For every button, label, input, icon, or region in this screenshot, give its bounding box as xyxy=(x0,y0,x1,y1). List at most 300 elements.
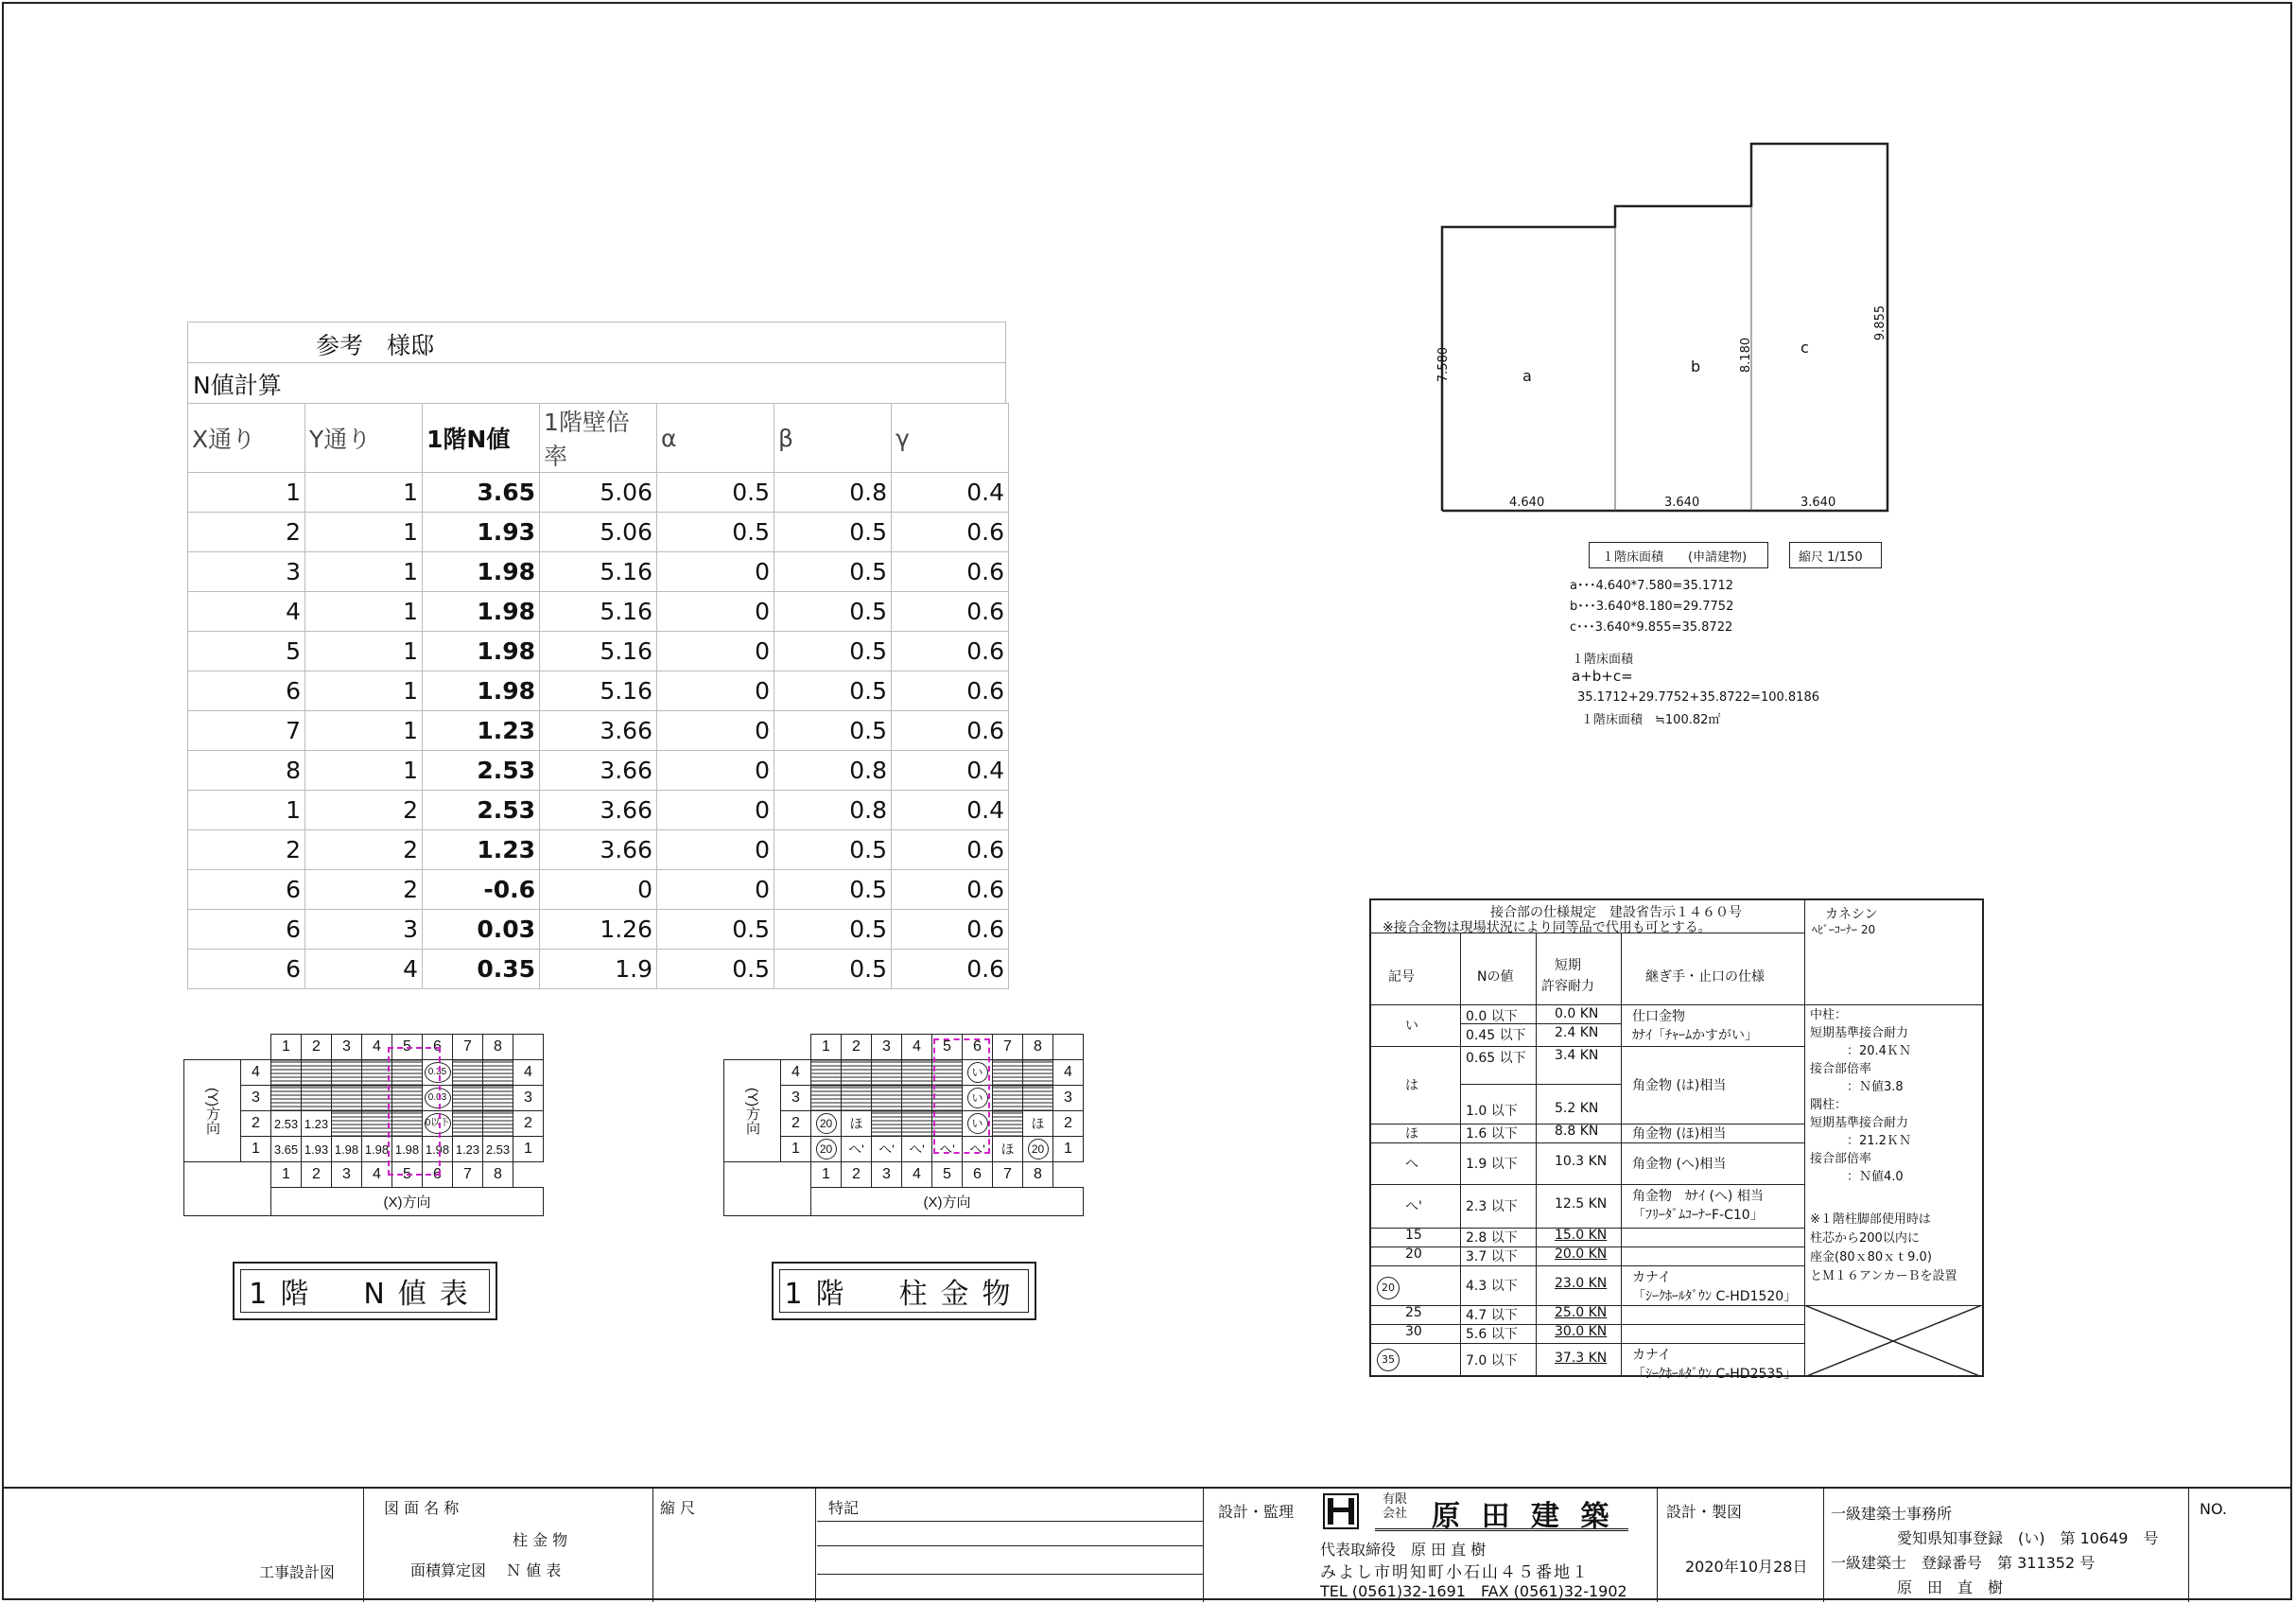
calc-row xyxy=(188,513,1009,552)
calc-cell: 0 xyxy=(657,552,774,592)
plan-dim-a-width: 4.640 xyxy=(1509,496,1545,510)
calc-cell: 0.35 xyxy=(423,950,540,989)
calc-cell: 3.66 xyxy=(540,751,657,791)
calc-row xyxy=(188,711,1009,751)
jt-empty-cross xyxy=(1804,1305,1982,1377)
jt-code: 15 xyxy=(1405,1228,1422,1243)
grid-corner xyxy=(1053,1162,1084,1188)
hardware-cell xyxy=(872,1137,902,1162)
jt-n-value: 1.0 以下 xyxy=(1466,1104,1518,1119)
n-value-cell: 2.53 xyxy=(483,1137,513,1162)
jt-title: 接合部の仕様規定 建設省告示１４６０号 xyxy=(1490,905,1742,920)
jt-maker-product: ﾍﾋﾞｰｺｰﾅｰ 20 xyxy=(1812,923,1876,936)
plan-area-title: １階床面積 xyxy=(1572,653,1634,667)
x-label: 7 xyxy=(993,1035,1023,1060)
calc-cell: 2 xyxy=(188,830,305,870)
calc-cell: 0.5 xyxy=(774,950,892,989)
plan-dim-c-height: 9.855 xyxy=(1873,305,1888,341)
grid-cell xyxy=(993,1086,1023,1111)
jt-side-note: ※１階柱脚部使用時は xyxy=(1810,1212,1931,1227)
calc-cell: 0.5 xyxy=(657,473,774,513)
jt-n-value: 4.7 以下 xyxy=(1466,1308,1518,1323)
n-value-cell: 1.93 xyxy=(302,1137,332,1162)
grid-cell xyxy=(271,1060,302,1086)
calc-cell: 0.6 xyxy=(892,671,1009,711)
n-value-cell: 1.98 xyxy=(392,1137,423,1162)
calc-header-cell: α xyxy=(657,404,774,473)
tb-notes-line xyxy=(817,1545,1203,1546)
plan-area-result: １階床面積 ≒100.82㎡ xyxy=(1581,713,1721,727)
tb-architect-name: 原 田 直 樹 xyxy=(1897,1578,2004,1596)
tb-divider xyxy=(1203,1489,1204,1602)
tb-tel: TEL (0561)32-1691 FAX (0561)32-1902 xyxy=(1320,1582,1627,1600)
jt-spec: 「ｼｰｸﾎｰﾙﾀﾞｳﾝ C-HD2535」 xyxy=(1632,1367,1798,1382)
calc-cell: 0.8 xyxy=(774,473,892,513)
hardware-grid-highlight xyxy=(933,1038,990,1154)
x-label: 6 xyxy=(423,1035,453,1060)
calc-row xyxy=(188,870,1009,910)
y-label: 1 xyxy=(241,1137,271,1162)
grid-corner xyxy=(781,1035,811,1060)
tb-notes-label: 特記 xyxy=(828,1499,860,1517)
calc-subtitle: N値計算 xyxy=(193,372,282,399)
jt-n-value: 1.6 以下 xyxy=(1466,1126,1518,1142)
grid-corner xyxy=(1053,1035,1084,1060)
x-label: 5 xyxy=(932,1035,963,1060)
tb-divider xyxy=(2188,1489,2189,1602)
tb-divider xyxy=(1657,1489,1658,1602)
x-label: 2 xyxy=(842,1162,872,1188)
calc-cell: 0.6 xyxy=(892,592,1009,632)
tb-company-underline xyxy=(1375,1528,1628,1531)
hardware-cell xyxy=(842,1111,872,1137)
jt-side-note: 中柱： xyxy=(1810,1008,1848,1022)
n-value-calc-table xyxy=(187,403,1009,989)
jt-n-value: 7.0 以下 xyxy=(1466,1353,1518,1369)
calc-cell: 1.26 xyxy=(540,910,657,950)
jt-capacity: 8.8 KN xyxy=(1555,1124,1599,1139)
x-label: 3 xyxy=(872,1162,902,1188)
jt-capacity: 12.5 KN xyxy=(1555,1196,1608,1212)
jt-sub-line xyxy=(1460,1023,1621,1024)
plan-dim-c-width: 3.640 xyxy=(1800,496,1836,510)
jt-side-note: とＭ１６アンカーＢを設置 xyxy=(1810,1269,1957,1283)
jt-side-note: 短期基準接合耐力 xyxy=(1810,1026,1909,1040)
tb-no-label: NO. xyxy=(2200,1500,2227,1518)
jt-capacity: 2.4 KN xyxy=(1555,1025,1599,1040)
jt-code: 20 xyxy=(1405,1247,1422,1262)
n-value-cell: 1.98 xyxy=(362,1137,392,1162)
calc-cell: 1 xyxy=(305,552,423,592)
calc-cell: 0.6 xyxy=(892,830,1009,870)
jt-spec: カナイ xyxy=(1632,1348,1672,1363)
x-label: 5 xyxy=(392,1035,423,1060)
calc-cell: 0.8 xyxy=(774,791,892,830)
calc-cell: 6 xyxy=(188,671,305,711)
jt-side-note: 短期基準接合耐力 xyxy=(1810,1116,1909,1130)
tb-scale-label: 縮 尺 xyxy=(660,1499,696,1517)
y-label: 3 xyxy=(1053,1086,1084,1111)
calc-cell: 5 xyxy=(188,632,305,671)
calc-row xyxy=(188,552,1009,592)
calc-cell: 0.03 xyxy=(423,910,540,950)
calc-cell: 2.53 xyxy=(423,791,540,830)
plan-area-sum: 35.1712+29.7752+35.8722=100.8186 xyxy=(1577,690,1819,705)
jt-code: ほ xyxy=(1405,1126,1418,1142)
calc-cell: 1 xyxy=(305,513,423,552)
grid-cell xyxy=(872,1060,902,1086)
grid-cell xyxy=(453,1111,483,1137)
calc-cell: 1 xyxy=(305,592,423,632)
jt-n-value: 2.3 以下 xyxy=(1466,1199,1518,1214)
calc-cell: 2 xyxy=(305,791,423,830)
tb-drawing-name-label: 図 面 名 称 xyxy=(384,1499,460,1517)
calc-header-cell: 1階壁倍率 xyxy=(540,404,657,473)
y-label: 4 xyxy=(513,1060,544,1086)
calc-cell: 0 xyxy=(657,791,774,830)
calc-cell: 2 xyxy=(305,830,423,870)
grid-cell xyxy=(483,1111,513,1137)
calc-cell: 3 xyxy=(305,910,423,950)
jt-capacity: 0.0 KN xyxy=(1555,1006,1599,1021)
title-block xyxy=(2,1487,2292,1602)
calc-cell: 0.6 xyxy=(892,513,1009,552)
grid-cell xyxy=(811,1060,842,1086)
y-direction-label: (Y)方向 xyxy=(724,1060,781,1162)
calc-cell: 0.6 xyxy=(892,552,1009,592)
x-label: 2 xyxy=(302,1035,332,1060)
tb-architect: 一級建築士 登録番号 第 311352 号 xyxy=(1831,1554,2096,1572)
y-label: 1 xyxy=(1053,1137,1084,1162)
jt-row-line xyxy=(1371,1265,1804,1266)
calc-title-divider xyxy=(187,362,1006,363)
jt-spec: 仕口金物 xyxy=(1632,1009,1685,1024)
hardware-grid-label-box xyxy=(772,1262,1036,1320)
tb-divider xyxy=(815,1489,816,1602)
jt-capacity: 30.0 KN xyxy=(1555,1324,1608,1339)
grid-cell xyxy=(842,1086,872,1111)
jt-row-line xyxy=(1371,1184,1804,1185)
calc-row xyxy=(188,910,1009,950)
tb-office-reg: 愛知県知事登録 (い) 第 10649 号 xyxy=(1897,1529,2159,1547)
hardware-grid-label: 1階 柱金物 xyxy=(784,1278,1024,1311)
y-label: 4 xyxy=(241,1060,271,1086)
n-grid-highlight xyxy=(388,1047,441,1176)
tb-drawing-name1: 柱 金 物 xyxy=(513,1531,568,1549)
calc-cell: 5.16 xyxy=(540,592,657,632)
hardware-mark: い xyxy=(967,1088,988,1108)
calc-row xyxy=(188,751,1009,791)
jt-side-note: 座金(80ｘ80ｘｔ9.0) xyxy=(1810,1250,1932,1264)
calc-cell: 1 xyxy=(305,632,423,671)
calc-row xyxy=(188,671,1009,711)
calc-cell: 0.5 xyxy=(774,671,892,711)
hardware-cell xyxy=(811,1111,842,1137)
jt-spec: 角金物 ｶﾅｲ (へ) 相当 xyxy=(1632,1189,1764,1204)
hardware-mark: 20 xyxy=(816,1113,837,1134)
calc-cell: 0.5 xyxy=(657,950,774,989)
calc-cell: 0 xyxy=(657,592,774,632)
x-label: 1 xyxy=(271,1162,302,1188)
calc-row xyxy=(188,473,1009,513)
calc-cell: 0.5 xyxy=(657,513,774,552)
y-direction-label: (Y)方向 xyxy=(184,1060,241,1162)
calc-cell: 0.5 xyxy=(774,632,892,671)
calc-cell: 0.5 xyxy=(774,592,892,632)
calc-cell: 0 xyxy=(657,830,774,870)
jt-n-value: 0.45 以下 xyxy=(1466,1028,1526,1043)
calc-cell: 6 xyxy=(188,910,305,950)
jt-code: は xyxy=(1405,1078,1418,1093)
grid-cell xyxy=(302,1086,332,1111)
x-label: 8 xyxy=(1023,1162,1053,1188)
n-value-cell: 2.53 xyxy=(271,1111,302,1137)
calc-row xyxy=(188,830,1009,870)
jt-capacity: 37.3 KN xyxy=(1555,1351,1608,1366)
grid-cell xyxy=(332,1111,362,1137)
jt-code: 25 xyxy=(1405,1305,1422,1320)
jt-capacity: 23.0 KN xyxy=(1555,1276,1608,1291)
x-label: 6 xyxy=(963,1162,993,1188)
plan-label-c: c xyxy=(1800,339,1809,357)
tb-date: 2020年10月28日 xyxy=(1685,1558,1808,1576)
x-label: 1 xyxy=(811,1162,842,1188)
x-label: 8 xyxy=(483,1162,513,1188)
calc-cell: 0.5 xyxy=(774,830,892,870)
grid-corner xyxy=(513,1162,544,1188)
jt-row-line xyxy=(1371,1046,1804,1047)
grid-corner xyxy=(513,1035,544,1060)
grid-cell xyxy=(902,1111,932,1137)
x-label: 1 xyxy=(811,1035,842,1060)
grid-cell xyxy=(1023,1086,1053,1111)
calc-cell: 0.5 xyxy=(774,910,892,950)
calc-cell: 0.5 xyxy=(774,711,892,751)
jt-n-value: 3.7 以下 xyxy=(1466,1249,1518,1264)
calc-cell: 7 xyxy=(188,711,305,751)
calc-cell: 0.6 xyxy=(892,870,1009,910)
jt-n-value: 4.3 以下 xyxy=(1466,1279,1518,1294)
grid-cell xyxy=(302,1060,332,1086)
hardware-mark: へ' xyxy=(969,1142,985,1157)
calc-cell: 1 xyxy=(188,791,305,830)
x-direction-label: (X)方向 xyxy=(271,1188,544,1216)
y-label: 2 xyxy=(241,1111,271,1137)
x-label: 7 xyxy=(993,1162,1023,1188)
jt-n-value: 5.6 以下 xyxy=(1466,1327,1518,1342)
plan-label-a: a xyxy=(1522,367,1532,385)
x-label: 6 xyxy=(423,1162,453,1188)
calc-cell: 0.6 xyxy=(892,632,1009,671)
jt-side-note: ：Ｎ値3.8 xyxy=(1810,1080,1904,1094)
jt-n-value: 1.9 以下 xyxy=(1466,1157,1518,1172)
hardware-cell xyxy=(1023,1111,1053,1137)
tb-design-label: 設計・監理 xyxy=(1218,1503,1295,1521)
n-value-mark: 0.03 xyxy=(425,1088,451,1108)
calc-cell: 5.16 xyxy=(540,632,657,671)
x-label: 4 xyxy=(902,1035,932,1060)
jt-spec: 角金物 (は)相当 xyxy=(1632,1078,1727,1093)
plan-label-b: b xyxy=(1691,357,1701,375)
x-label: 8 xyxy=(483,1035,513,1060)
hardware-mark: へ' xyxy=(878,1142,895,1157)
jt-col-line xyxy=(1536,933,1537,1377)
hardware-cell xyxy=(1023,1137,1053,1162)
jt-code: 30 xyxy=(1405,1324,1422,1339)
grid-cell xyxy=(872,1111,902,1137)
x-label: 4 xyxy=(362,1035,392,1060)
plan-calc-c: c･･･3.640*9.855=35.8722 xyxy=(1570,620,1733,635)
tb-rep: 代表取締役 原 田 直 樹 xyxy=(1320,1541,1487,1559)
x-label: 6 xyxy=(963,1035,993,1060)
jt-sub-line xyxy=(1460,1084,1621,1085)
grid-cell xyxy=(872,1086,902,1111)
calc-row xyxy=(188,632,1009,671)
plan-dim-b-height: 8.180 xyxy=(1739,337,1754,374)
hardware-cell xyxy=(993,1137,1023,1162)
jt-side-note: 接合部倍率 xyxy=(1810,1152,1872,1166)
calc-cell: 3.66 xyxy=(540,711,657,751)
jt-code xyxy=(1377,1277,1400,1299)
jt-col-spec: 継ぎ手・止口の仕様 xyxy=(1645,969,1765,985)
calc-cell: 0.6 xyxy=(892,910,1009,950)
jt-col-n: Nの値 xyxy=(1477,969,1514,985)
calc-cell: 0.5 xyxy=(774,552,892,592)
y-label: 3 xyxy=(513,1086,544,1111)
calc-cell: 3 xyxy=(188,552,305,592)
x-label: 8 xyxy=(1023,1035,1053,1060)
calc-cell: 1 xyxy=(305,473,423,513)
hardware-cell xyxy=(811,1137,842,1162)
jt-row-line xyxy=(1804,1305,1982,1306)
calc-cell: 0 xyxy=(657,870,774,910)
plan-dim-b-width: 3.640 xyxy=(1664,496,1700,510)
calc-row xyxy=(188,791,1009,830)
joint-spec-table xyxy=(1369,898,1984,1382)
calc-title: 参考 様邸 xyxy=(316,332,435,359)
calc-cell: 4 xyxy=(188,592,305,632)
jt-capacity: 5.2 KN xyxy=(1555,1101,1599,1116)
jt-capacity: 20.0 KN xyxy=(1555,1247,1608,1262)
y-label: 1 xyxy=(781,1137,811,1162)
jt-code: い xyxy=(1405,1019,1418,1034)
tb-drafting-label: 設計・製図 xyxy=(1666,1503,1743,1521)
calc-cell: 1.98 xyxy=(423,632,540,671)
tb-notes-line xyxy=(817,1521,1203,1522)
x-label: 3 xyxy=(332,1162,362,1188)
x-label: 2 xyxy=(842,1035,872,1060)
calc-header-cell: 1階N値 xyxy=(423,404,540,473)
jt-row-line xyxy=(1371,1343,1804,1344)
jt-code: へ' xyxy=(1405,1199,1422,1214)
jt-row-line xyxy=(1371,1004,1804,1005)
x-label: 3 xyxy=(872,1035,902,1060)
x-label: 4 xyxy=(902,1162,932,1188)
grid-cell xyxy=(993,1111,1023,1137)
jt-spec: 角金物 (へ)相当 xyxy=(1632,1157,1727,1172)
y-label: 4 xyxy=(781,1060,811,1086)
grid-cell xyxy=(332,1086,362,1111)
x-label: 5 xyxy=(932,1162,963,1188)
jt-maker: カネシン xyxy=(1825,907,1878,922)
calc-cell: 0.6 xyxy=(892,950,1009,989)
calc-cell: 1 xyxy=(305,711,423,751)
hardware-mark: い xyxy=(967,1113,988,1134)
y-label: 1 xyxy=(513,1137,544,1162)
hardware-mark: 20 xyxy=(816,1139,837,1159)
jt-spec: カナイ xyxy=(1632,1270,1672,1285)
y-label: 2 xyxy=(513,1111,544,1137)
calc-cell: 3.66 xyxy=(540,791,657,830)
n-value-grid xyxy=(183,1034,544,1216)
calc-cell: 1 xyxy=(305,671,423,711)
tb-drawing-name2: 面積算定図 Ｎ 値 表 xyxy=(410,1561,562,1579)
jt-side-note: 接合部倍率 xyxy=(1810,1062,1872,1076)
tb-office: 一級建築士事務所 xyxy=(1831,1505,1953,1523)
calc-cell: 0 xyxy=(657,632,774,671)
n-grid-label-box xyxy=(233,1262,497,1320)
x-label: 4 xyxy=(362,1162,392,1188)
grid-cell xyxy=(811,1086,842,1111)
calc-cell: 4 xyxy=(305,950,423,989)
grid-cell xyxy=(332,1060,362,1086)
tb-divider xyxy=(363,1489,364,1602)
calc-cell: 0.8 xyxy=(774,751,892,791)
y-label: 2 xyxy=(781,1111,811,1137)
grid-cell xyxy=(483,1060,513,1086)
plan-calc-b: b･･･3.640*8.180=29.7752 xyxy=(1570,600,1734,614)
calc-header-cell: X通り xyxy=(188,404,305,473)
jt-capacity: 25.0 KN xyxy=(1555,1305,1608,1320)
grid-cell xyxy=(453,1060,483,1086)
calc-cell: 1.98 xyxy=(423,592,540,632)
plan-dim-a-height: 7.580 xyxy=(1436,346,1452,383)
calc-cell: -0.6 xyxy=(423,870,540,910)
x-label: 1 xyxy=(271,1035,302,1060)
company-logo-icon xyxy=(1322,1492,1360,1530)
calc-cell: 2 xyxy=(305,870,423,910)
y-label: 2 xyxy=(1053,1111,1084,1137)
jt-col-cap: 短期 許容耐力 xyxy=(1541,958,1594,994)
calc-header-cell: γ xyxy=(892,404,1009,473)
hardware-mark: へ' xyxy=(939,1142,955,1157)
jt-col-line xyxy=(1460,933,1461,1377)
calc-row xyxy=(188,950,1009,989)
calc-cell: 0 xyxy=(540,870,657,910)
calc-cell: 2.53 xyxy=(423,751,540,791)
tb-company-type: 有限 会社 xyxy=(1383,1492,1408,1521)
plan-caption: １階床面積 (申請建物) xyxy=(1602,550,1748,565)
jt-side-note: ：21.2ＫＮ xyxy=(1810,1134,1911,1148)
jt-capacity: 10.3 KN xyxy=(1555,1154,1608,1169)
n-value-mark: 0以下 xyxy=(425,1113,451,1134)
calc-cell: 0 xyxy=(657,751,774,791)
tb-divider xyxy=(652,1489,653,1602)
tb-address: みよし市明知町小石山４５番地１ xyxy=(1320,1563,1590,1582)
calc-cell: 5.06 xyxy=(540,473,657,513)
jt-row-line xyxy=(1371,1142,1804,1143)
n-value-mark: 0.35 xyxy=(425,1062,451,1083)
grid-cell xyxy=(902,1086,932,1111)
tb-notes-line xyxy=(817,1574,1203,1575)
plan-scale: 縮尺 1/150 xyxy=(1799,550,1863,565)
tb-company: 原 田 建 築 xyxy=(1432,1500,1615,1533)
grid-corner xyxy=(724,1162,811,1216)
hardware-mark: い xyxy=(967,1062,988,1083)
calc-row xyxy=(188,592,1009,632)
y-label: 3 xyxy=(781,1086,811,1111)
jt-code-circle: 20 xyxy=(1377,1277,1400,1299)
